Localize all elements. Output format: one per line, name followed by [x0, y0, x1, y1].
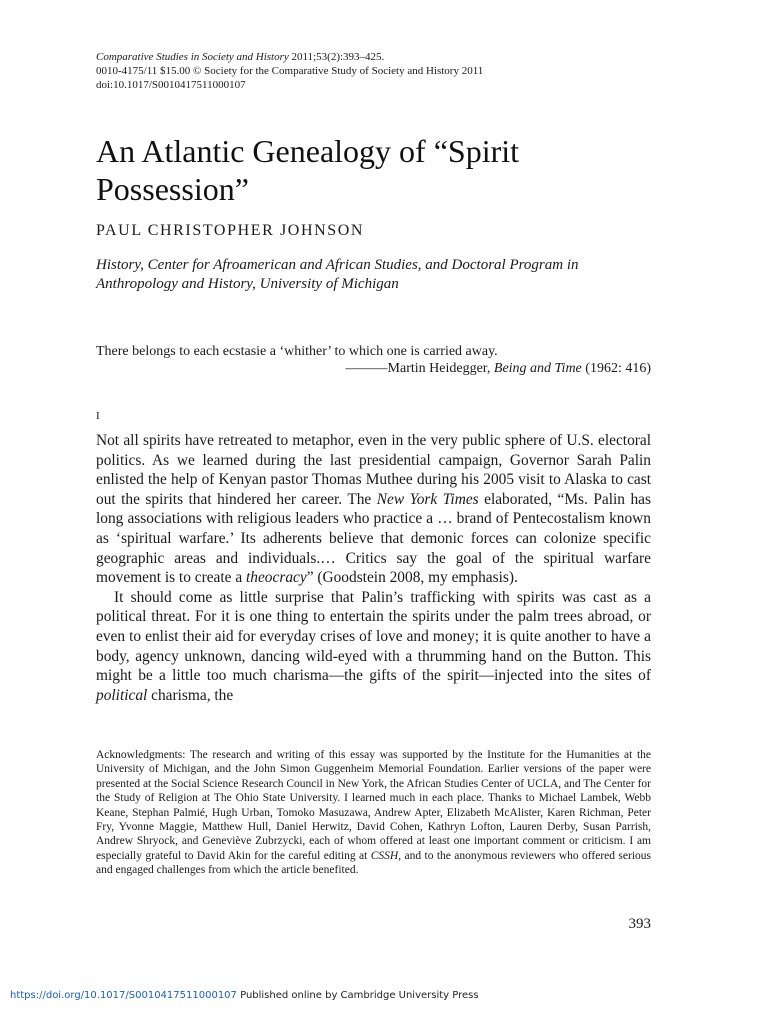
copyright-line: 0010-4175/11 $15.00 © Society for the Comparative Study of Society and History 2011	[96, 65, 484, 77]
acknowledgments-footnote	[96, 748, 651, 878]
attribution-author: ———Martin Heidegger,	[345, 361, 494, 376]
journal-header	[96, 50, 651, 92]
page-number: 393	[628, 916, 651, 932]
acknowledgments-text: Acknowledgments: The research and writing of this essay was supported by the Institute for the Humanities at the University of Michigan, and the John Simon Guggenheim Memorial Foundation. Earlier versions of the paper were presented at the Social Science Research Council in New York, the African Studies Center of UCLA, and The Center for the Study of Religion at The Ohio State University. I learned much in each place. Thanks to Michael Lambek, Webb Keane, Stephan Palmié, Hugh Urban, Tomoko Masuzawa, Andrew Apter, Elizabeth McAlister, Karen Richman, Peter Fry, Yvonne Maggie, Matthew Hull, Daniel Herwitz, David Cohen, Kathryn Lofton, Lauren Derby, Susan Parrish, Andrew Shryock, and Geneviève Zubrzycki, each of whom offered at least one important comment or criticism. I am especially grateful to David Akin for the careful editing at	[96, 749, 651, 862]
body-text-span: It should come as little surprise that Palin’s trafficking with spirits was cast as a political threat. For it is one thing to entertain the spirits under the palm trees abroad, or even to enlist their aid for everyday crises of love and money; it is quite another to have a body, agency unknown, dancing wild-eyed with a thrumming hand on the Button. This might be a little too much charisma—the gifts of the spirit—injected into the sites of	[96, 588, 651, 685]
attribution-work: Being and Time	[493, 361, 582, 376]
emphasis: theocracy	[246, 569, 307, 587]
epigraph-attribution	[96, 360, 651, 377]
page-footer	[10, 990, 479, 1001]
doi-link[interactable]: https://doi.org/10.1017/S0010417511000107	[10, 990, 237, 1001]
body-text-span: charisma, the	[147, 686, 234, 704]
newspaper-title: New York Times	[376, 490, 479, 508]
body-text-span: elaborated, “Ms. Palin has long associations with religious leaders who practice a … brand of Pentecostalism known as ‘spiritual warfare.’ Its adherents believe that demonic forces can colonize specific geographic areas and individuals.… Critics say the goal of the spiritual warfare movement is to create a	[96, 490, 651, 587]
epigraph	[96, 343, 651, 377]
body-paragraph	[96, 431, 651, 588]
body-paragraph	[96, 588, 651, 706]
attribution-citation: (1962: 416)	[581, 361, 651, 376]
article-title: An Atlantic Genealogy of “Spirit Possession”	[96, 133, 520, 207]
body-text-span: Not all spirits have retreated to metaphor, even in the very public sphere of U.S. electoral politics. As we learned during the last presidential campaign, Governor Sarah Palin enlisted the help of Kenyan pastor Thomas Muthee during his 2005 visit to Alaska to cast out the spirits that hindered her career. The	[96, 432, 651, 508]
body-text	[96, 431, 651, 705]
emphasis: political	[96, 686, 148, 704]
published-online-note: Published online by Cambridge University Press	[236, 990, 479, 1001]
author-affiliation: History, Center for Afroamerican and African Studies, and Doctoral Program in Anthropology and History, University of Michigan	[96, 257, 579, 292]
citation-details: 2011;53(2):393–425.	[288, 51, 385, 63]
citation-line	[96, 50, 651, 64]
acknowledgments-text: , and to the anonymous reviewers who offered serious and engaged challenges from which the article benefited.	[96, 849, 651, 877]
journal-abbrev: CSSH	[370, 849, 399, 862]
epigraph-quote: There belongs to each ecstasie a ‘whither’ to which one is carried away.	[96, 344, 498, 359]
journal-name: Comparative Studies in Society and History	[96, 51, 289, 63]
body-text-span: ” (Goodstein 2008, my emphasis).	[306, 569, 518, 587]
author-name: PAUL CHRISTOPHER JOHNSON	[96, 222, 365, 239]
section-number: I	[96, 410, 100, 422]
doi-line: doi:10.1017/S0010417511000107	[96, 79, 246, 91]
